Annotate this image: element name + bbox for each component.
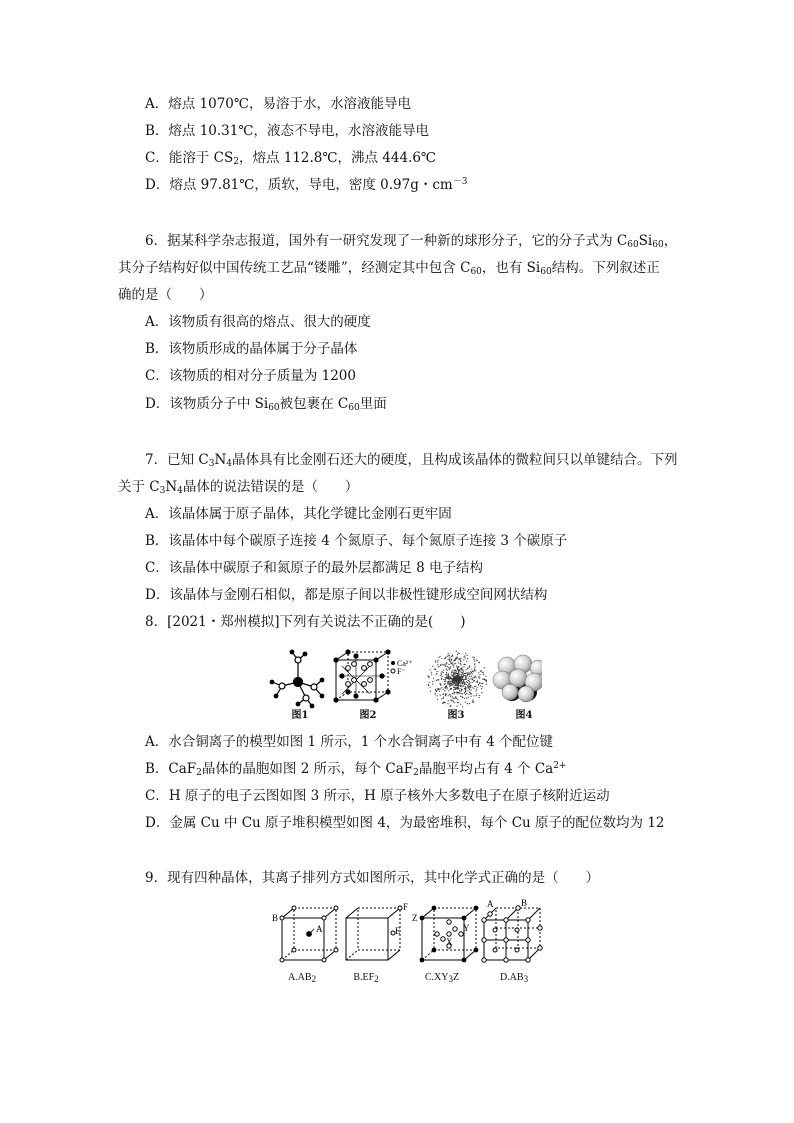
q9-label-b-e: E <box>395 926 401 936</box>
q7-option-b: B．该晶体中每个碳原子连接 4 个氮原子、每个氮原子连接 3 个碳原子 <box>145 533 568 549</box>
q9-label-d-b: B <box>521 898 528 908</box>
fig3-caption: 图3 <box>447 710 465 721</box>
fig2-caf2-unit-cell <box>333 649 395 702</box>
q9-fig-a <box>280 906 338 962</box>
q5-option-b: B．熔点 10.31℃，液态不导电，水溶液能导电 <box>145 123 429 139</box>
q9-label-a-a: A <box>316 924 323 934</box>
q8-option-d: D．金属 Cu 中 Cu 原子堆积模型如图 4，为最密堆积，每个 Cu 原子的配位数均为 12 <box>145 815 665 831</box>
q8-option-c: C．H 原子的电子云图如图 3 所示，H 原子核外大多数电子在原子核附近运动 <box>145 788 610 804</box>
q9-caption-a: $A.AB_2$ <box>287 972 317 984</box>
q6-option-d: D．该物质分子中 $Si_{60}$被包裹在 $C_{60}$里面 <box>145 396 387 413</box>
fig4-caption: 图4 <box>515 710 533 721</box>
q7-option-a: A．该晶体属于原子晶体，其化学键比金刚石更牢固 <box>145 506 452 522</box>
q9-figures <box>262 896 552 972</box>
q7-option-c: C．该晶体中碳原子和氮原子的最外层都满足 8 电子结构 <box>145 560 484 576</box>
q9-label-b-f: F <box>403 902 409 912</box>
q6-option-b: B．该物质形成的晶体属于分子晶体 <box>145 341 358 357</box>
q9-label-c-z: Z <box>412 913 418 923</box>
q8-option-b: B．CaF$_2$晶体的晶胞如图 2 所示，每个 CaF$_2$晶胞平均占有 4 个 $Ca^{2+}$ <box>145 761 567 778</box>
q6-stem-line2: 其分子结构好似中国传统工艺品“镂雕”，经测定其中包含 $C_{60}$，也有 $Si_{60}$结构。下列叙述正 <box>118 260 660 277</box>
q8-option-a: A．水合铜离子的模型如图 1 所示，1 个水合铜离子中有 4 个配位键 <box>145 734 553 750</box>
q5-option-a: A．熔点 1070℃，易溶于水，水溶液能导电 <box>145 96 411 112</box>
q5-option-c: C．能溶于 $CS_2$，熔点 112.8℃，沸点 444.6℃ <box>145 150 437 167</box>
q9-fig-b <box>346 906 402 960</box>
q7-option-d: D．该晶体与金刚石相似，都是原子间以非极性键形成空间网状结构 <box>145 587 548 603</box>
fig2-legend-f: F⁻ <box>397 667 406 676</box>
fig2-legend-ca: Ca²⁺ <box>397 659 413 668</box>
q6-stem-line1: 6．据某科学杂志报道，国外有一研究发现了一种新的球形分子，它的分子式为 $C_{60}Si_{60}$， <box>145 233 678 250</box>
q9-label-c-y: Y <box>463 923 470 933</box>
q7-stem-line2: 关于 $C_3N_4$晶体的说法错误的是（ ） <box>118 479 359 496</box>
q9-caption-b: $B.EF_2$ <box>353 972 379 984</box>
q6-option-a: A．该物质有很高的熔点、很大的硬度 <box>145 314 371 330</box>
q9-caption-d: $D.AB_3$ <box>499 972 529 984</box>
q9-stem: 9．现有四种晶体，其离子排列方式如图所示，其中化学式正确的是（ ） <box>145 870 600 886</box>
q9-fig-d <box>482 906 542 962</box>
q7-stem-line1: 7．已知 $C_3N_4$晶体具有比金刚石还大的硬度，且构成该晶体的微粒间只以单键结合。下列 <box>145 452 678 469</box>
fig1-hydrated-copper-model <box>270 650 324 708</box>
q9-label-c-x: X <box>446 937 453 947</box>
q9-label-d-a: A <box>487 899 494 909</box>
q5-option-d: D．熔点 97.81℃，质软，导电，密度 0.97g・$cm^{-3}$ <box>145 177 468 193</box>
fig2-caption: 图2 <box>359 710 377 721</box>
fig1-caption: 图1 <box>291 710 309 721</box>
q6-option-c: C．该物质的相对分子质量为 1200 <box>145 368 356 384</box>
q9-fig-c <box>420 906 479 963</box>
q6-stem-line3: 确的是（ ） <box>118 287 213 303</box>
q8-stem: 8．[2021・郑州模拟]下列有关说法不正确的是( ) <box>145 614 466 630</box>
q9-label-a-b: B <box>272 913 279 923</box>
q9-caption-c: $C.XY_3Z$ <box>424 972 460 984</box>
fig3-electron-cloud <box>428 651 488 708</box>
fig4-cu-close-packing <box>493 655 542 702</box>
